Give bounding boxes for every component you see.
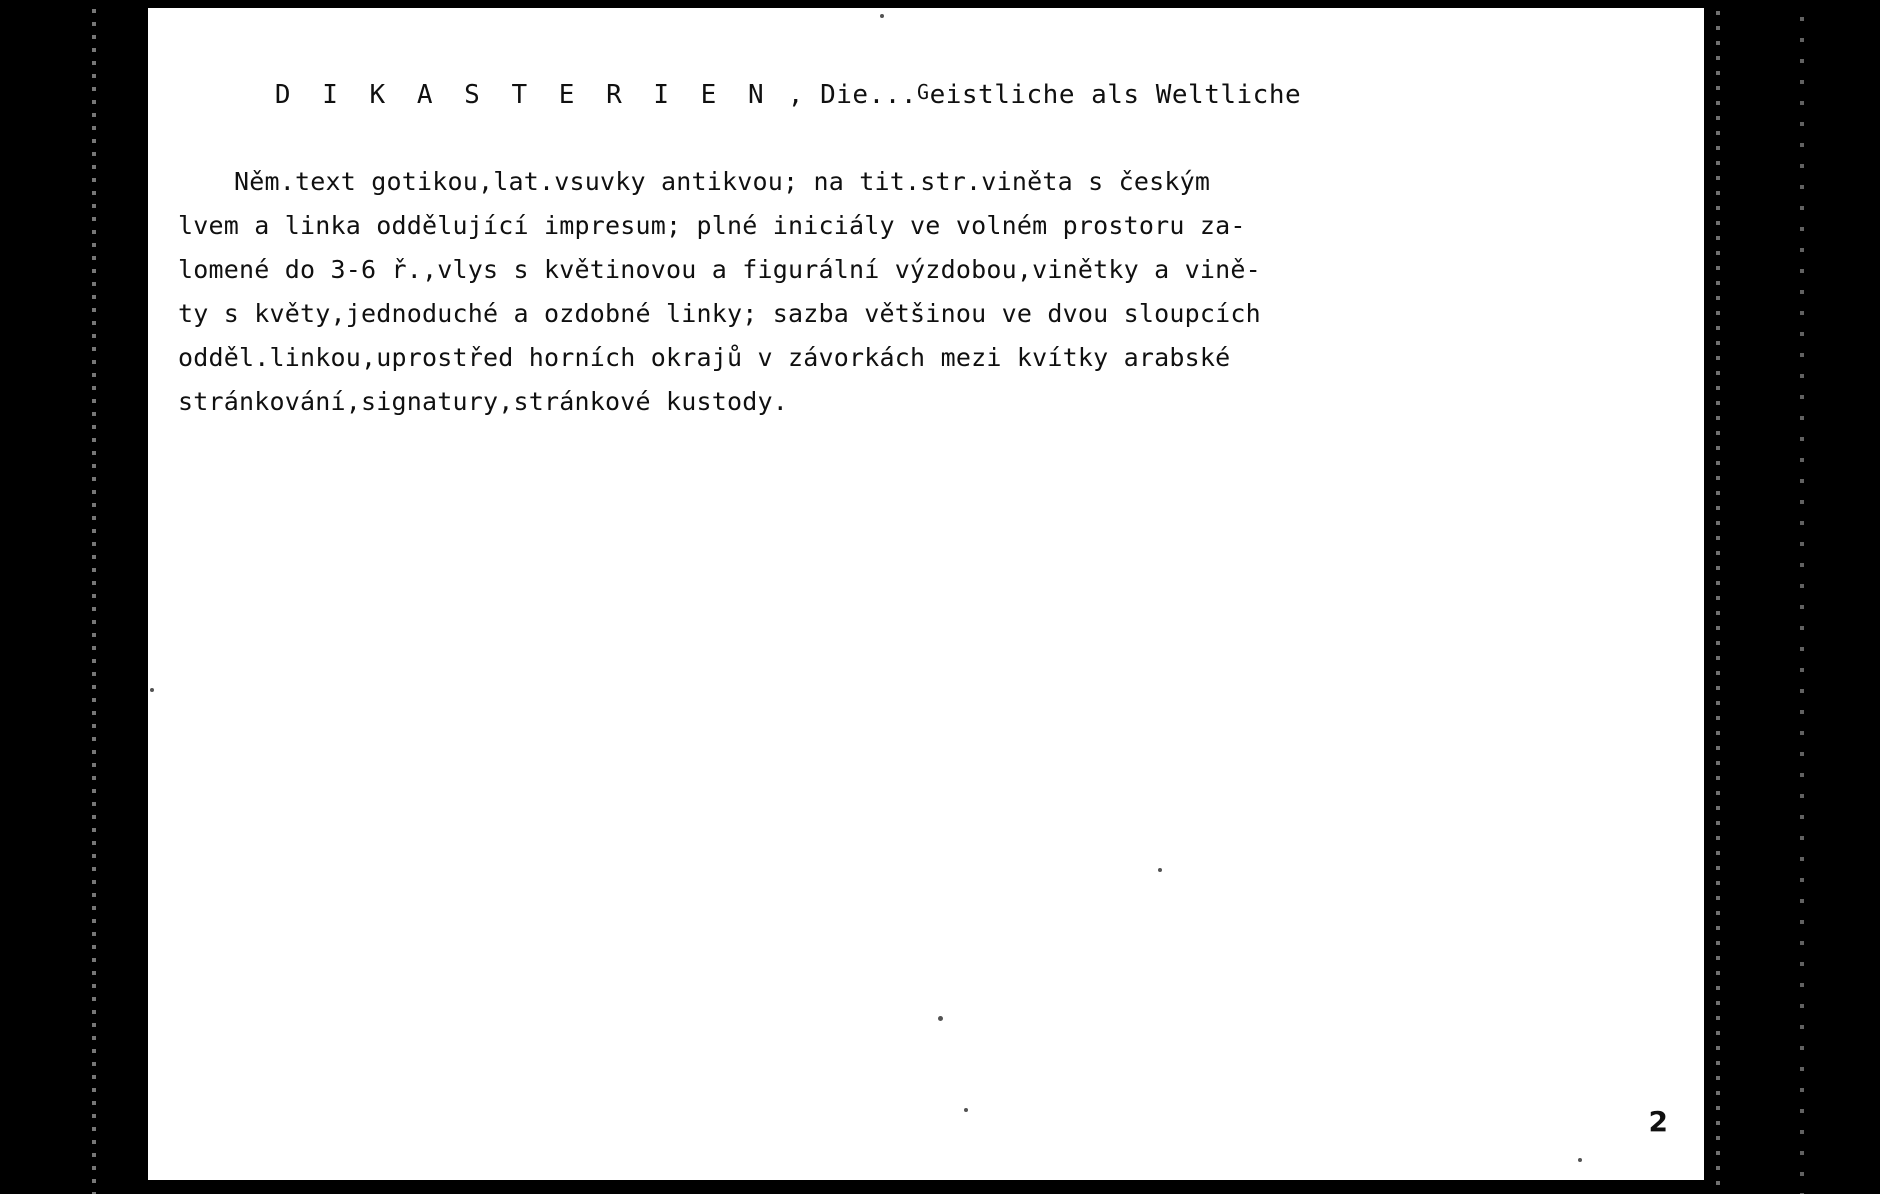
scan-speck (1578, 1158, 1582, 1162)
document-card (148, 8, 1704, 1180)
document-heading (178, 50, 1301, 140)
scan-speck (964, 1108, 968, 1112)
paragraph-line: lomené do 3-6 ř.,vlys s květinovou a figurální výzdobou,vinětky a vině- (178, 255, 1261, 284)
paragraph-line: odděl.linkou,uprostřed horních okrajů v závorkách mezi kvítky arabské (178, 343, 1231, 372)
scan-speck (938, 1016, 943, 1021)
heading-subtitle-superscript: G (917, 80, 930, 104)
heading-title: D I K A S T E R I E N (274, 80, 772, 110)
paragraph-line: stránkování,signatury,stránkové kustody. (178, 387, 789, 416)
heading-comma: , (771, 80, 821, 110)
scan-speck (150, 688, 154, 692)
paragraph-line: Něm.text gotikou,lat.vsuvky antikvou; na tit.str.viněta s českým (234, 167, 1211, 196)
scan-top-dash-artifacts (150, 0, 1150, 4)
scan-edge-noise-left (92, 0, 96, 1194)
heading-subtitle-prefix: Die... (820, 80, 918, 110)
paragraph-line: ty s květy,jednoduché a ozdobné linky; sazba většinou ve dvou sloupcích (178, 299, 1261, 328)
document-paragraph (178, 160, 1678, 424)
heading-subtitle-rest: eistliche als Weltliche (929, 80, 1302, 110)
scan-speck (1158, 868, 1162, 872)
scan-edge-noise-far-right (1800, 0, 1804, 1194)
page-number: 2 (1648, 1105, 1668, 1138)
scan-speck (880, 14, 884, 18)
paragraph-line: lvem a linka oddělující impresum; plné iniciály ve volném prostoru za- (178, 211, 1246, 240)
scan-edge-noise-right (1716, 0, 1720, 1194)
